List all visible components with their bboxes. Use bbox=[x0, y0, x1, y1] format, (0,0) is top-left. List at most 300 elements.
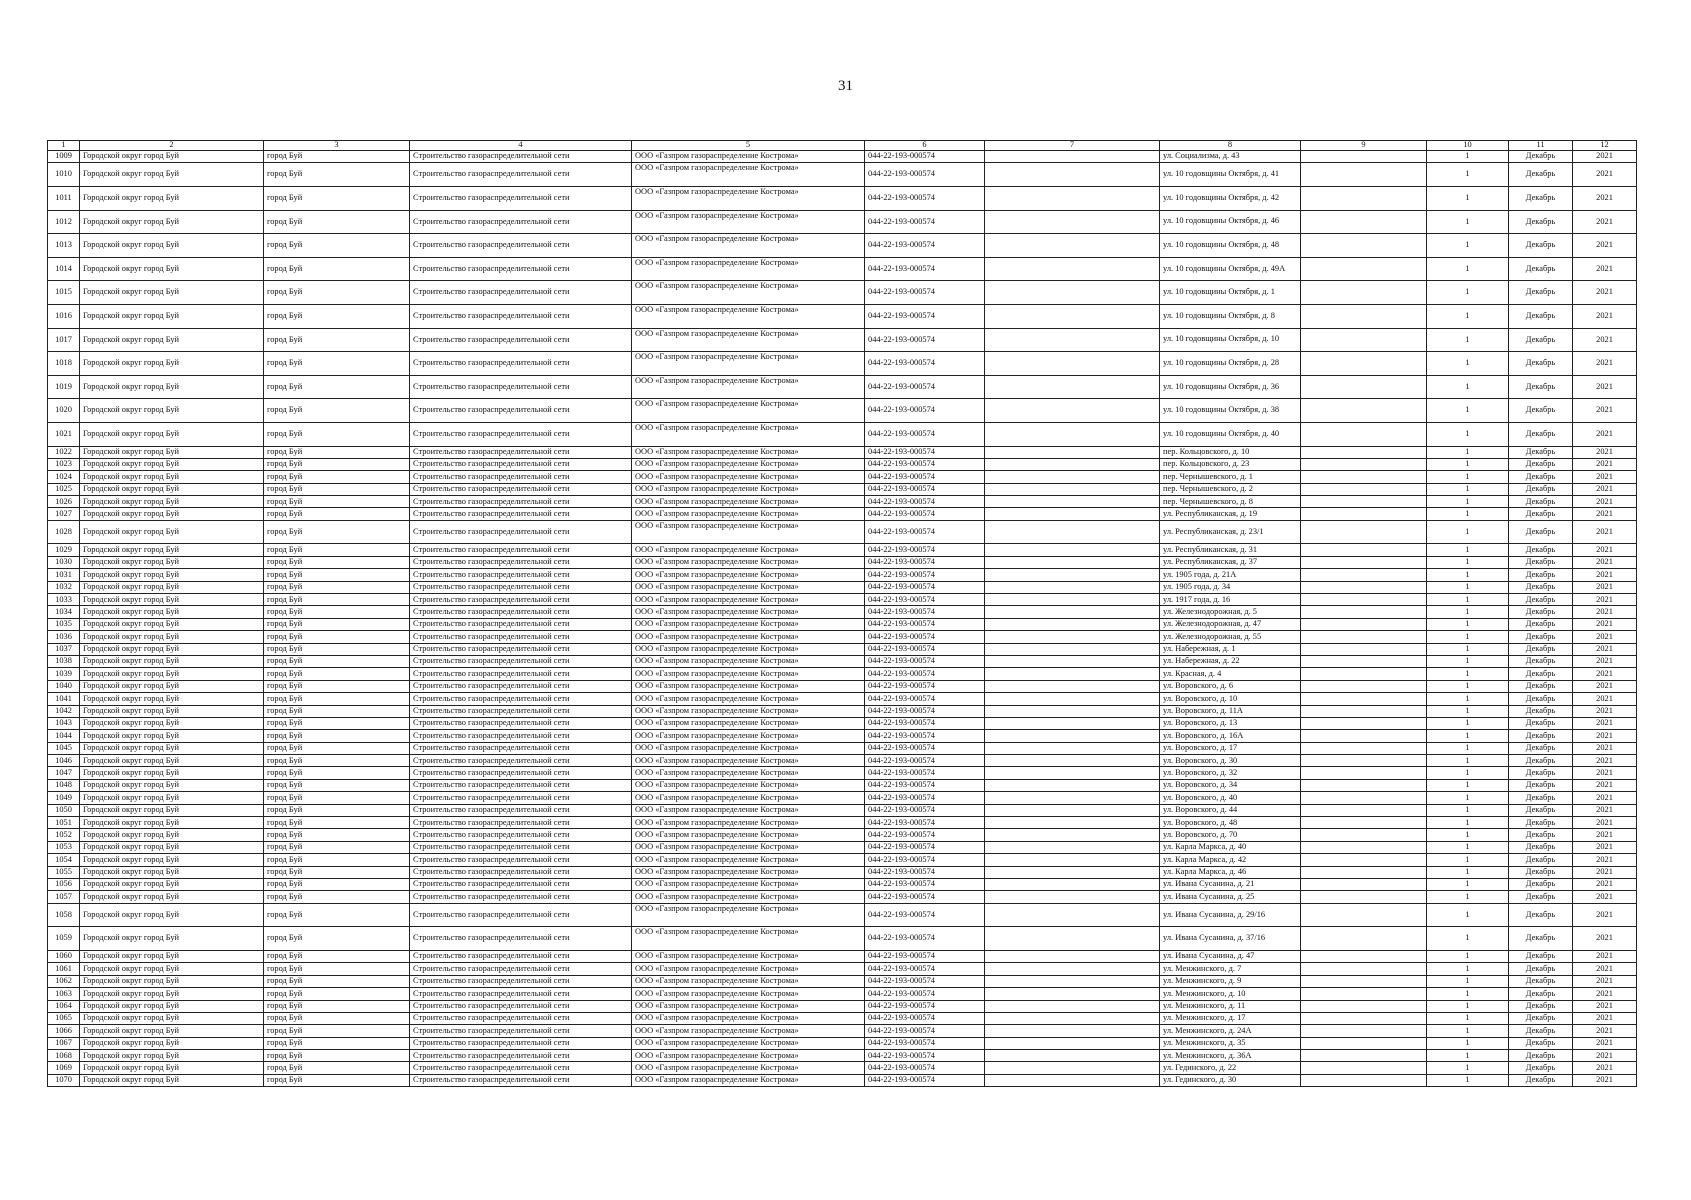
registry-id-cell: 044-22-193-000574 bbox=[865, 705, 985, 717]
work-type-cell: Строительство газораспределительной сети bbox=[410, 742, 632, 754]
year-cell: 2021 bbox=[1573, 352, 1637, 376]
column-number-row bbox=[48, 141, 1637, 151]
month-cell: Декабрь bbox=[1509, 963, 1573, 975]
table-row bbox=[48, 1062, 1637, 1074]
table-row bbox=[48, 1037, 1637, 1049]
table-row bbox=[48, 257, 1637, 281]
quantity-cell: 1 bbox=[1427, 643, 1509, 655]
month-cell: Декабрь bbox=[1509, 544, 1573, 556]
year-cell: 2021 bbox=[1573, 891, 1637, 903]
year-cell: 2021 bbox=[1573, 399, 1637, 423]
column-7-cell bbox=[985, 556, 1160, 568]
settlement-cell: город Буй bbox=[264, 151, 410, 163]
column-header: 1 bbox=[48, 141, 80, 151]
registry-id-cell: 044-22-193-000574 bbox=[865, 680, 985, 692]
settlement-cell: город Буй bbox=[264, 779, 410, 791]
quantity-cell: 1 bbox=[1427, 606, 1509, 618]
address-cell: ул. Менжинского, д. 10 bbox=[1160, 988, 1301, 1000]
quantity-cell: 1 bbox=[1427, 458, 1509, 470]
registry-id-cell: 044-22-193-000574 bbox=[865, 446, 985, 458]
settlement-cell: город Буй bbox=[264, 841, 410, 853]
organization-cell: ООО «Газпром газораспределение Кострома» bbox=[632, 606, 865, 618]
column-7-cell bbox=[985, 1025, 1160, 1037]
year-cell: 2021 bbox=[1573, 963, 1637, 975]
table-row bbox=[48, 422, 1637, 446]
column-9-cell bbox=[1301, 755, 1427, 767]
work-type-cell: Строительство газораспределительной сети bbox=[410, 151, 632, 163]
work-type-cell: Строительство газораспределительной сети bbox=[410, 1050, 632, 1062]
column-7-cell bbox=[985, 643, 1160, 655]
quantity-cell: 1 bbox=[1427, 375, 1509, 399]
column-7-cell bbox=[985, 927, 1160, 951]
table-row bbox=[48, 668, 1637, 680]
quantity-cell: 1 bbox=[1427, 655, 1509, 667]
year-cell: 2021 bbox=[1573, 879, 1637, 891]
row-number-cell: 1013 bbox=[48, 234, 80, 258]
row-number-cell: 1036 bbox=[48, 631, 80, 643]
row-number-cell: 1068 bbox=[48, 1050, 80, 1062]
work-type-cell: Строительство газораспределительной сети bbox=[410, 594, 632, 606]
column-9-cell bbox=[1301, 496, 1427, 508]
registry-id-cell: 044-22-193-000574 bbox=[865, 655, 985, 667]
district-cell: Городской округ город Буй bbox=[80, 569, 264, 581]
settlement-cell: город Буй bbox=[264, 1037, 410, 1049]
column-7-cell bbox=[985, 817, 1160, 829]
address-cell: ул. 10 годовщины Октября, д. 1 bbox=[1160, 281, 1301, 305]
table-row bbox=[48, 693, 1637, 705]
month-cell: Декабрь bbox=[1509, 234, 1573, 258]
table-row bbox=[48, 643, 1637, 655]
column-7-cell bbox=[985, 544, 1160, 556]
settlement-cell: город Буй bbox=[264, 866, 410, 878]
organization-cell: ООО «Газпром газораспределение Кострома» bbox=[632, 854, 865, 866]
work-type-cell: Строительство газораспределительной сети bbox=[410, 458, 632, 470]
column-7-cell bbox=[985, 1050, 1160, 1062]
settlement-cell: город Буй bbox=[264, 234, 410, 258]
registry-id-cell: 044-22-193-000574 bbox=[865, 458, 985, 470]
year-cell: 2021 bbox=[1573, 569, 1637, 581]
address-cell: ул. 10 годовщины Октября, д. 46 bbox=[1160, 210, 1301, 234]
row-number-cell: 1045 bbox=[48, 742, 80, 754]
column-9-cell bbox=[1301, 163, 1427, 187]
year-cell: 2021 bbox=[1573, 281, 1637, 305]
district-cell: Городской округ город Буй bbox=[80, 631, 264, 643]
address-cell: ул. Менжинского, д. 11 bbox=[1160, 1000, 1301, 1012]
month-cell: Декабрь bbox=[1509, 717, 1573, 729]
district-cell: Городской округ город Буй bbox=[80, 879, 264, 891]
district-cell: Городской округ город Буй bbox=[80, 1074, 264, 1086]
column-7-cell bbox=[985, 1000, 1160, 1012]
quantity-cell: 1 bbox=[1427, 792, 1509, 804]
address-cell: ул. 10 годовщины Октября, д. 42 bbox=[1160, 186, 1301, 210]
row-number-cell: 1020 bbox=[48, 399, 80, 423]
settlement-cell: город Буй bbox=[264, 422, 410, 446]
settlement-cell: город Буй bbox=[264, 655, 410, 667]
quantity-cell: 1 bbox=[1427, 151, 1509, 163]
address-cell: ул. Менжинского, д. 9 bbox=[1160, 975, 1301, 987]
row-number-cell: 1025 bbox=[48, 483, 80, 495]
month-cell: Декабрь bbox=[1509, 304, 1573, 328]
column-9-cell bbox=[1301, 1000, 1427, 1012]
column-9-cell bbox=[1301, 544, 1427, 556]
column-7-cell bbox=[985, 717, 1160, 729]
month-cell: Декабрь bbox=[1509, 399, 1573, 423]
month-cell: Декабрь bbox=[1509, 606, 1573, 618]
registry-id-cell: 044-22-193-000574 bbox=[865, 1012, 985, 1024]
quantity-cell: 1 bbox=[1427, 1062, 1509, 1074]
year-cell: 2021 bbox=[1573, 1074, 1637, 1086]
quantity-cell: 1 bbox=[1427, 186, 1509, 210]
column-7-cell bbox=[985, 988, 1160, 1000]
settlement-cell: город Буй bbox=[264, 903, 410, 927]
quantity-cell: 1 bbox=[1427, 163, 1509, 187]
table-row bbox=[48, 471, 1637, 483]
month-cell: Декабрь bbox=[1509, 594, 1573, 606]
registry-id-cell: 044-22-193-000574 bbox=[865, 779, 985, 791]
column-9-cell bbox=[1301, 730, 1427, 742]
address-cell: ул. Менжинского, д. 17 bbox=[1160, 1012, 1301, 1024]
address-cell: ул. 10 годовщины Октября, д. 38 bbox=[1160, 399, 1301, 423]
table-row bbox=[48, 508, 1637, 520]
row-number-cell: 1047 bbox=[48, 767, 80, 779]
column-9-cell bbox=[1301, 779, 1427, 791]
registry-id-cell: 044-22-193-000574 bbox=[865, 1050, 985, 1062]
table-row bbox=[48, 792, 1637, 804]
column-header: 7 bbox=[985, 141, 1160, 151]
organization-cell: ООО «Газпром газораспределение Кострома» bbox=[632, 792, 865, 804]
work-type-cell: Строительство газораспределительной сети bbox=[410, 988, 632, 1000]
district-cell: Городской округ город Буй bbox=[80, 841, 264, 853]
registry-id-cell: 044-22-193-000574 bbox=[865, 1037, 985, 1049]
registry-id-cell: 044-22-193-000574 bbox=[865, 257, 985, 281]
registry-id-cell: 044-22-193-000574 bbox=[865, 631, 985, 643]
year-cell: 2021 bbox=[1573, 767, 1637, 779]
organization-cell: ООО «Газпром газораспределение Кострома» bbox=[632, 643, 865, 655]
column-9-cell bbox=[1301, 717, 1427, 729]
row-number-cell: 1017 bbox=[48, 328, 80, 352]
settlement-cell: город Буй bbox=[264, 606, 410, 618]
address-cell: ул. Республиканская, д. 23/1 bbox=[1160, 520, 1301, 544]
year-cell: 2021 bbox=[1573, 643, 1637, 655]
row-number-cell: 1021 bbox=[48, 422, 80, 446]
settlement-cell: город Буй bbox=[264, 927, 410, 951]
page-number: 31 bbox=[838, 78, 853, 94]
organization-cell: ООО «Газпром газораспределение Кострома» bbox=[632, 151, 865, 163]
column-9-cell bbox=[1301, 618, 1427, 630]
settlement-cell: город Буй bbox=[264, 556, 410, 568]
year-cell: 2021 bbox=[1573, 375, 1637, 399]
column-7-cell bbox=[985, 163, 1160, 187]
row-number-cell: 1026 bbox=[48, 496, 80, 508]
settlement-cell: город Буй bbox=[264, 767, 410, 779]
registry-id-cell: 044-22-193-000574 bbox=[865, 281, 985, 305]
address-cell: ул. 1905 года, д. 34 bbox=[1160, 581, 1301, 593]
registry-id-cell: 044-22-193-000574 bbox=[865, 668, 985, 680]
district-cell: Городской округ город Буй bbox=[80, 804, 264, 816]
year-cell: 2021 bbox=[1573, 927, 1637, 951]
month-cell: Декабрь bbox=[1509, 655, 1573, 667]
column-9-cell bbox=[1301, 1012, 1427, 1024]
month-cell: Декабрь bbox=[1509, 520, 1573, 544]
month-cell: Декабрь bbox=[1509, 866, 1573, 878]
district-cell: Городской округ город Буй bbox=[80, 458, 264, 470]
month-cell: Декабрь bbox=[1509, 422, 1573, 446]
registry-id-cell: 044-22-193-000574 bbox=[865, 1000, 985, 1012]
district-cell: Городской округ город Буй bbox=[80, 693, 264, 705]
registry-id-cell: 044-22-193-000574 bbox=[865, 767, 985, 779]
table-row bbox=[48, 151, 1637, 163]
address-cell: ул. Воровского, д. 34 bbox=[1160, 779, 1301, 791]
work-type-cell: Строительство газораспределительной сети bbox=[410, 618, 632, 630]
year-cell: 2021 bbox=[1573, 705, 1637, 717]
table-row bbox=[48, 606, 1637, 618]
settlement-cell: город Буй bbox=[264, 668, 410, 680]
table-row bbox=[48, 1050, 1637, 1062]
month-cell: Декабрь bbox=[1509, 1037, 1573, 1049]
month-cell: Декабрь bbox=[1509, 1000, 1573, 1012]
quantity-cell: 1 bbox=[1427, 975, 1509, 987]
registry-id-cell: 044-22-193-000574 bbox=[865, 792, 985, 804]
row-number-cell: 1042 bbox=[48, 705, 80, 717]
address-cell: ул. Воровского, д. 11А bbox=[1160, 705, 1301, 717]
row-number-cell: 1048 bbox=[48, 779, 80, 791]
row-number-cell: 1061 bbox=[48, 963, 80, 975]
month-cell: Декабрь bbox=[1509, 829, 1573, 841]
settlement-cell: город Буй bbox=[264, 1025, 410, 1037]
organization-cell: ООО «Газпром газораспределение Кострома» bbox=[632, 1050, 865, 1062]
column-7-cell bbox=[985, 446, 1160, 458]
organization-cell: ООО «Газпром газораспределение Кострома» bbox=[632, 496, 865, 508]
organization-cell: ООО «Газпром газораспределение Кострома» bbox=[632, 730, 865, 742]
address-cell: ул. 10 годовщины Октября, д. 41 bbox=[1160, 163, 1301, 187]
work-type-cell: Строительство газораспределительной сети bbox=[410, 693, 632, 705]
district-cell: Городской округ город Буй bbox=[80, 742, 264, 754]
row-number-cell: 1029 bbox=[48, 544, 80, 556]
address-cell: ул. 1905 года, д. 21А bbox=[1160, 569, 1301, 581]
registry-id-cell: 044-22-193-000574 bbox=[865, 903, 985, 927]
column-9-cell bbox=[1301, 458, 1427, 470]
settlement-cell: город Буй bbox=[264, 508, 410, 520]
registry-id-cell: 044-22-193-000574 bbox=[865, 569, 985, 581]
month-cell: Декабрь bbox=[1509, 680, 1573, 692]
registry-id-cell: 044-22-193-000574 bbox=[865, 163, 985, 187]
column-9-cell bbox=[1301, 903, 1427, 927]
table-row bbox=[48, 988, 1637, 1000]
column-header: 2 bbox=[80, 141, 264, 151]
column-7-cell bbox=[985, 483, 1160, 495]
month-cell: Декабрь bbox=[1509, 375, 1573, 399]
work-type-cell: Строительство газораспределительной сети bbox=[410, 655, 632, 667]
column-7-cell bbox=[985, 841, 1160, 853]
row-number-cell: 1055 bbox=[48, 866, 80, 878]
settlement-cell: город Буй bbox=[264, 328, 410, 352]
work-type-cell: Строительство газораспределительной сети bbox=[410, 963, 632, 975]
year-cell: 2021 bbox=[1573, 742, 1637, 754]
column-7-cell bbox=[985, 618, 1160, 630]
settlement-cell: город Буй bbox=[264, 210, 410, 234]
settlement-cell: город Буй bbox=[264, 520, 410, 544]
district-cell: Городской округ город Буй bbox=[80, 655, 264, 667]
year-cell: 2021 bbox=[1573, 792, 1637, 804]
row-number-cell: 1064 bbox=[48, 1000, 80, 1012]
year-cell: 2021 bbox=[1573, 210, 1637, 234]
column-9-cell bbox=[1301, 975, 1427, 987]
column-9-cell bbox=[1301, 680, 1427, 692]
district-cell: Городской округ город Буй bbox=[80, 520, 264, 544]
year-cell: 2021 bbox=[1573, 483, 1637, 495]
address-cell: ул. Менжинского, д. 36А bbox=[1160, 1050, 1301, 1062]
district-cell: Городской округ город Буй bbox=[80, 496, 264, 508]
organization-cell: ООО «Газпром газораспределение Кострома» bbox=[632, 304, 865, 328]
organization-cell: ООО «Газпром газораспределение Кострома» bbox=[632, 693, 865, 705]
year-cell: 2021 bbox=[1573, 1000, 1637, 1012]
quantity-cell: 1 bbox=[1427, 779, 1509, 791]
work-type-cell: Строительство газораспределительной сети bbox=[410, 854, 632, 866]
district-cell: Городской округ город Буй bbox=[80, 556, 264, 568]
address-cell: ул. Ивана Сусанина, д. 37/16 bbox=[1160, 927, 1301, 951]
work-type-cell: Строительство газораспределительной сети bbox=[410, 304, 632, 328]
organization-cell: ООО «Газпром газораспределение Кострома» bbox=[632, 903, 865, 927]
registry-id-cell: 044-22-193-000574 bbox=[865, 1025, 985, 1037]
table-row bbox=[48, 163, 1637, 187]
address-cell: ул. Карла Маркса, д. 40 bbox=[1160, 841, 1301, 853]
district-cell: Городской округ город Буй bbox=[80, 581, 264, 593]
registry-id-cell: 044-22-193-000574 bbox=[865, 730, 985, 742]
settlement-cell: город Буй bbox=[264, 717, 410, 729]
registry-id-cell: 044-22-193-000574 bbox=[865, 854, 985, 866]
column-9-cell bbox=[1301, 556, 1427, 568]
year-cell: 2021 bbox=[1573, 1012, 1637, 1024]
column-7-cell bbox=[985, 234, 1160, 258]
row-number-cell: 1057 bbox=[48, 891, 80, 903]
work-type-cell: Строительство газораспределительной сети bbox=[410, 352, 632, 376]
quantity-cell: 1 bbox=[1427, 1000, 1509, 1012]
column-7-cell bbox=[985, 950, 1160, 962]
settlement-cell: город Буй bbox=[264, 581, 410, 593]
work-type-cell: Строительство газораспределительной сети bbox=[410, 1074, 632, 1086]
district-cell: Городской округ город Буй bbox=[80, 668, 264, 680]
table-row bbox=[48, 399, 1637, 423]
district-cell: Городской округ город Буй bbox=[80, 903, 264, 927]
work-type-cell: Строительство газораспределительной сети bbox=[410, 705, 632, 717]
table-row bbox=[48, 717, 1637, 729]
address-cell: ул. Ивана Сусанина, д. 29/16 bbox=[1160, 903, 1301, 927]
quantity-cell: 1 bbox=[1427, 328, 1509, 352]
registry-id-cell: 044-22-193-000574 bbox=[865, 556, 985, 568]
address-cell: ул. 10 годовщины Октября, д. 36 bbox=[1160, 375, 1301, 399]
quantity-cell: 1 bbox=[1427, 963, 1509, 975]
column-7-cell bbox=[985, 730, 1160, 742]
month-cell: Декабрь bbox=[1509, 903, 1573, 927]
settlement-cell: город Буй bbox=[264, 804, 410, 816]
column-9-cell bbox=[1301, 668, 1427, 680]
district-cell: Городской округ город Буй bbox=[80, 817, 264, 829]
quantity-cell: 1 bbox=[1427, 866, 1509, 878]
organization-cell: ООО «Газпром газораспределение Кострома» bbox=[632, 804, 865, 816]
column-9-cell bbox=[1301, 606, 1427, 618]
quantity-cell: 1 bbox=[1427, 854, 1509, 866]
work-type-cell: Строительство газораспределительной сети bbox=[410, 1000, 632, 1012]
address-cell: ул. Воровского, д. 70 bbox=[1160, 829, 1301, 841]
month-cell: Декабрь bbox=[1509, 446, 1573, 458]
address-cell: ул. Воровского, д. 10 bbox=[1160, 693, 1301, 705]
column-header: 6 bbox=[865, 141, 985, 151]
organization-cell: ООО «Газпром газораспределение Кострома» bbox=[632, 742, 865, 754]
settlement-cell: город Буй bbox=[264, 631, 410, 643]
table-row bbox=[48, 804, 1637, 816]
quantity-cell: 1 bbox=[1427, 1074, 1509, 1086]
quantity-cell: 1 bbox=[1427, 471, 1509, 483]
month-cell: Декабрь bbox=[1509, 352, 1573, 376]
registry-id-cell: 044-22-193-000574 bbox=[865, 927, 985, 951]
registry-id-cell: 044-22-193-000574 bbox=[865, 304, 985, 328]
work-type-cell: Строительство газораспределительной сети bbox=[410, 903, 632, 927]
year-cell: 2021 bbox=[1573, 446, 1637, 458]
district-cell: Городской округ город Буй bbox=[80, 483, 264, 495]
work-type-cell: Строительство газораспределительной сети bbox=[410, 643, 632, 655]
organization-cell: ООО «Газпром газораспределение Кострома» bbox=[632, 375, 865, 399]
table-row bbox=[48, 817, 1637, 829]
table-row bbox=[48, 903, 1637, 927]
row-number-cell: 1040 bbox=[48, 680, 80, 692]
month-cell: Декабрь bbox=[1509, 817, 1573, 829]
column-7-cell bbox=[985, 151, 1160, 163]
district-cell: Городской округ город Буй bbox=[80, 422, 264, 446]
column-7-cell bbox=[985, 963, 1160, 975]
column-7-cell bbox=[985, 520, 1160, 544]
column-9-cell bbox=[1301, 631, 1427, 643]
work-type-cell: Строительство газораспределительной сети bbox=[410, 508, 632, 520]
row-number-cell: 1062 bbox=[48, 975, 80, 987]
row-number-cell: 1012 bbox=[48, 210, 80, 234]
quantity-cell: 1 bbox=[1427, 446, 1509, 458]
month-cell: Декабрь bbox=[1509, 792, 1573, 804]
row-number-cell: 1070 bbox=[48, 1074, 80, 1086]
address-cell: ул. 10 годовщины Октября, д. 10 bbox=[1160, 328, 1301, 352]
year-cell: 2021 bbox=[1573, 594, 1637, 606]
table-row bbox=[48, 328, 1637, 352]
work-type-cell: Строительство газораспределительной сети bbox=[410, 257, 632, 281]
table-row bbox=[48, 767, 1637, 779]
row-number-cell: 1054 bbox=[48, 854, 80, 866]
quantity-cell: 1 bbox=[1427, 594, 1509, 606]
address-cell: ул. Железнодорожная, д. 55 bbox=[1160, 631, 1301, 643]
column-9-cell bbox=[1301, 581, 1427, 593]
column-9-cell bbox=[1301, 963, 1427, 975]
settlement-cell: город Буй bbox=[264, 399, 410, 423]
settlement-cell: город Буй bbox=[264, 988, 410, 1000]
organization-cell: ООО «Газпром газораспределение Кострома» bbox=[632, 705, 865, 717]
column-7-cell bbox=[985, 693, 1160, 705]
quantity-cell: 1 bbox=[1427, 422, 1509, 446]
organization-cell: ООО «Газпром газораспределение Кострома» bbox=[632, 668, 865, 680]
table-row bbox=[48, 730, 1637, 742]
year-cell: 2021 bbox=[1573, 804, 1637, 816]
registry-id-cell: 044-22-193-000574 bbox=[865, 483, 985, 495]
address-cell: ул. 1917 года, д. 16 bbox=[1160, 594, 1301, 606]
year-cell: 2021 bbox=[1573, 606, 1637, 618]
work-type-cell: Строительство газораспределительной сети bbox=[410, 569, 632, 581]
row-number-cell: 1010 bbox=[48, 163, 80, 187]
address-cell: ул. Социализма, д. 43 bbox=[1160, 151, 1301, 163]
table-row bbox=[48, 569, 1637, 581]
registry-id-cell: 044-22-193-000574 bbox=[865, 151, 985, 163]
quantity-cell: 1 bbox=[1427, 755, 1509, 767]
row-number-cell: 1063 bbox=[48, 988, 80, 1000]
organization-cell: ООО «Газпром газораспределение Кострома» bbox=[632, 1025, 865, 1037]
quantity-cell: 1 bbox=[1427, 927, 1509, 951]
settlement-cell: город Буй bbox=[264, 618, 410, 630]
